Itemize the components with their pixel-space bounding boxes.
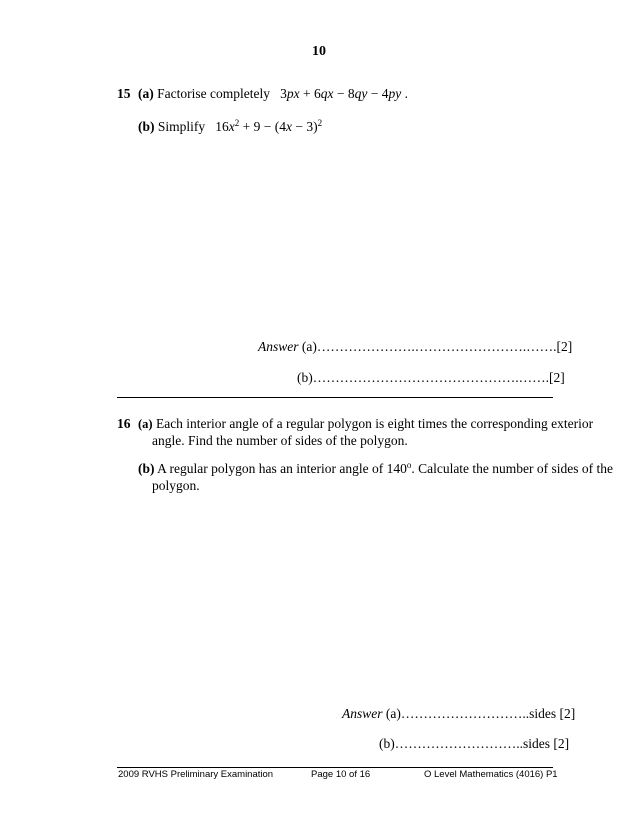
q15a-expression: 3px + 6qx − 8qy − 4py . xyxy=(280,86,408,101)
footer-page-number: Page 10 of 16 xyxy=(311,769,371,780)
q16-answer-b: (b)………………………..sides [2] xyxy=(379,736,570,751)
q15-answer-a xyxy=(258,339,572,355)
q16b-text-post: . Calculate the number of sides of the xyxy=(411,461,614,476)
question-15-number: 15 xyxy=(117,86,131,101)
q15b-line xyxy=(138,119,322,135)
q15-answer-label: Answer xyxy=(258,339,299,354)
q16b-text-2: polygon. xyxy=(152,478,200,493)
page-number: 10 xyxy=(312,44,326,59)
q16b-line-1 xyxy=(138,461,613,477)
q16b-label: (b) xyxy=(138,461,155,476)
footer-rule xyxy=(117,767,553,768)
footer-subject: O Level Mathematics (4016) P1 xyxy=(424,769,558,780)
question-16-number: 16 xyxy=(117,416,131,431)
q15-answer-a-line: (a)………………….…………………….…….[2] xyxy=(301,339,573,354)
q16a-label: (a) xyxy=(138,417,153,431)
q15b-label: (b) xyxy=(138,119,155,134)
q15a-line xyxy=(138,86,408,102)
footer-exam-name: 2009 RVHS Preliminary Examination xyxy=(118,769,274,780)
q16-answer-a-line: (a)………………………..sides [2] xyxy=(385,706,576,721)
q16b-text-pre: A regular polygon has an interior angle of 140 xyxy=(157,461,407,476)
q16a-text-2: angle. Find the number of sides of the polygon. xyxy=(152,433,408,448)
q15b-expression: $16x^2 + 9 - (4x - 3)^2$ xyxy=(215,118,323,134)
q15a-label: (a) xyxy=(138,86,154,101)
q16a-text-1: Each interior angle of a regular polygon is eight times the corresponding exterior xyxy=(155,416,594,431)
q15a-text: Factorise completely xyxy=(157,86,270,101)
section-divider xyxy=(117,397,553,398)
q15-answer-b: (b)……………………………………….…….[2] xyxy=(297,370,565,385)
q16-answer-a xyxy=(342,706,575,722)
q16-answer-label: Answer xyxy=(342,706,383,721)
q15b-text: Simplify xyxy=(157,119,206,134)
q16a-line-1 xyxy=(138,416,593,432)
degree-symbol: o xyxy=(406,460,412,470)
